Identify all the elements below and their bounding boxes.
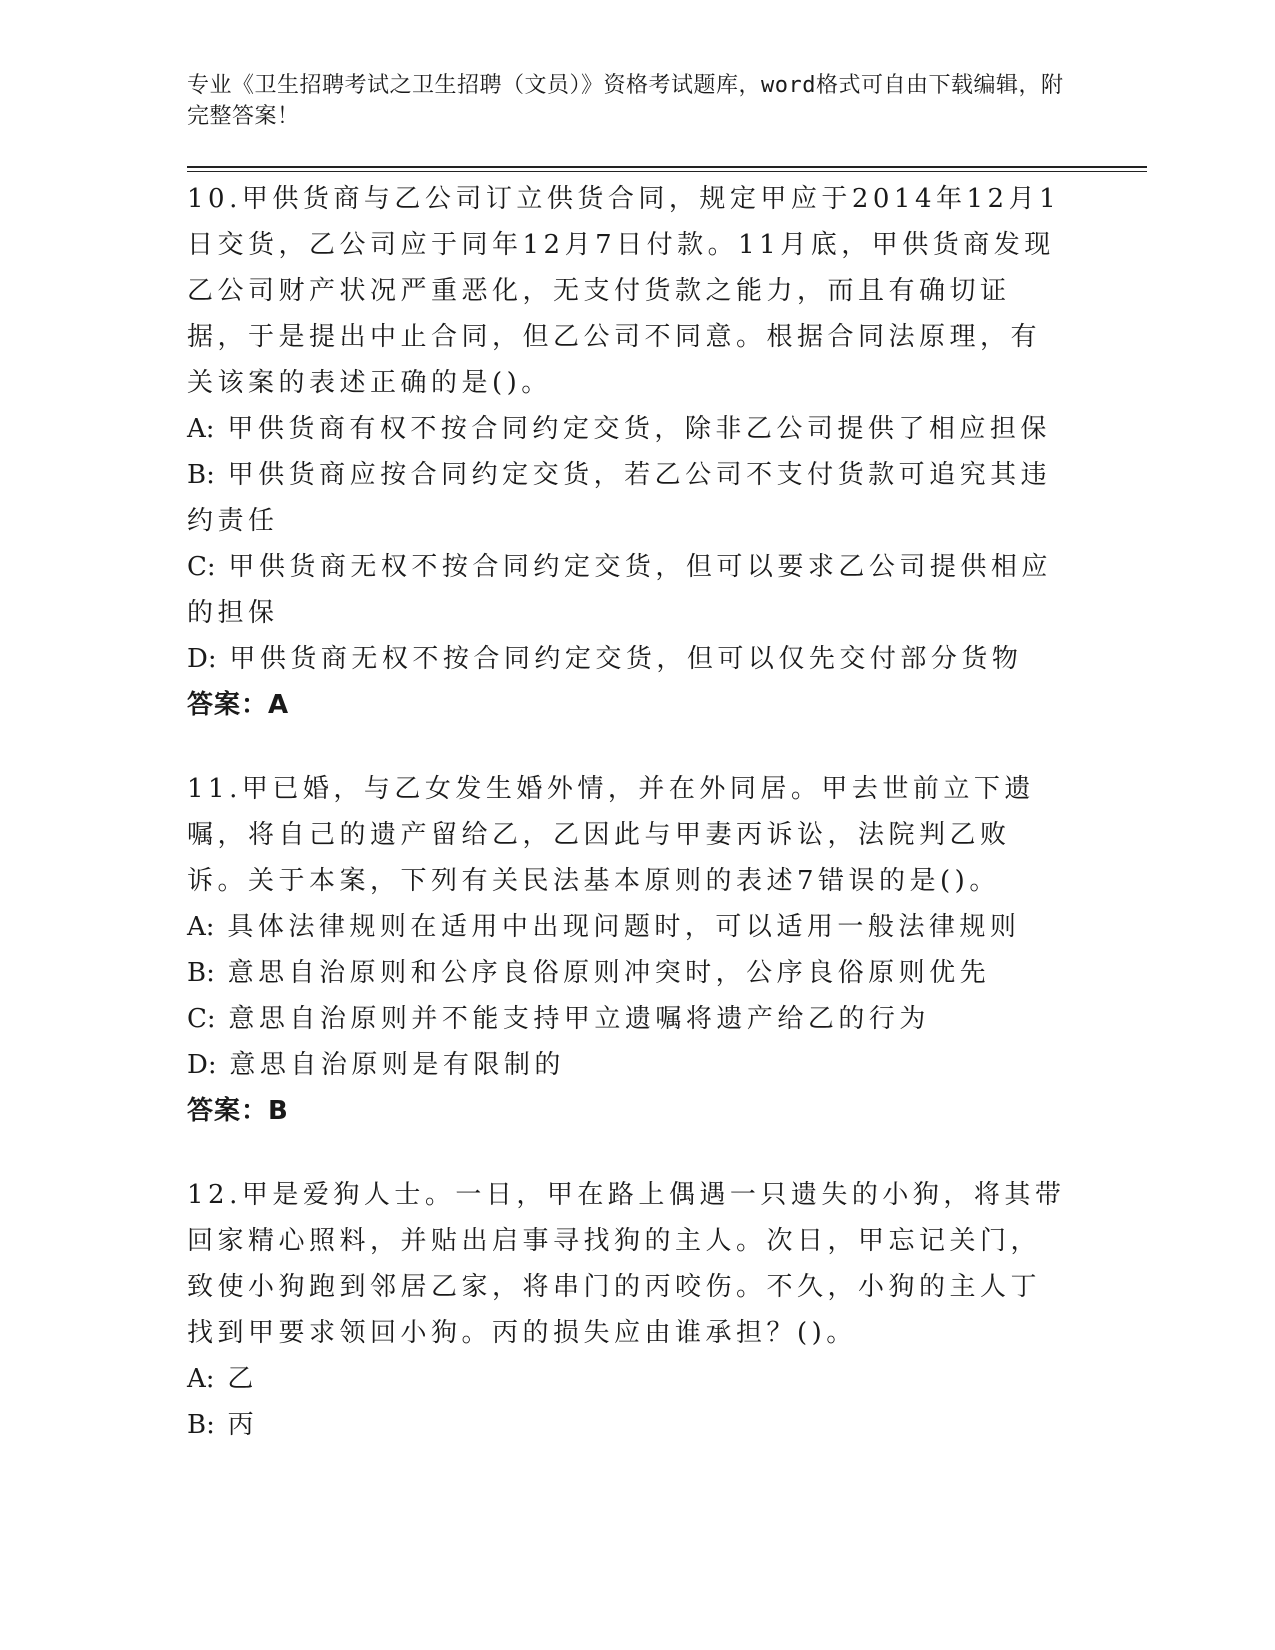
header-divider <box>187 166 1147 172</box>
option-c <box>187 544 1067 636</box>
option-a <box>187 1356 1067 1402</box>
option-text: 意思自治原则和公序良俗原则冲突时，公序良俗原则优先 <box>227 958 991 988</box>
option-text: 甲供货商无权不按合同约定交货，但可以要求乙公司提供相应的担保 <box>187 552 1052 628</box>
option-a <box>187 904 1067 950</box>
option-key: B: <box>187 958 215 988</box>
option-key: B: <box>187 460 215 490</box>
option-d <box>187 1042 1067 1088</box>
question-stem: 12.甲是爱狗人士。一日，甲在路上偶遇一只遗失的小狗，将其带回家精心照料，并贴出启事寻找狗的主人。次日，甲忘记关门，致使小狗跑到邻居乙家，将串门的丙咬伤。不久，小狗的主人丁找到甲要求领回小狗。丙的损失应由谁承担？()。 <box>187 1180 1066 1348</box>
header-divider-inner <box>187 171 1147 172</box>
document-header: 专业《卫生招聘考试之卫生招聘（文员）》资格考试题库，word格式可自由下载编辑，附完整答案！ <box>187 73 1064 129</box>
document-page <box>187 70 1147 1486</box>
option-c <box>187 996 1067 1042</box>
question-stem: 11.甲已婚，与乙女发生婚外情，并在外同居。甲去世前立下遗嘱，将自己的遗产留给乙，乙因此与甲妻丙诉讼，法院判乙败诉。关于本案，下列有关民法基本原则的表述7错误的是()。 <box>187 774 1035 896</box>
option-key: A: <box>187 414 215 444</box>
option-text: 意思自治原则是有限制的 <box>229 1050 565 1080</box>
option-key: D: <box>187 644 217 674</box>
option-text: 甲供货商应按合同约定交货，若乙公司不支付货款可追究其违约责任 <box>187 460 1052 536</box>
question-10 <box>187 176 1147 728</box>
question-stem: 10.甲供货商与乙公司订立供货合同，规定甲应于2014年12月1日交货，乙公司应于同年12月7日付款。11月底，甲供货商发现乙公司财产状况严重恶化，无支付货款之能力，而且有确切证据，于是提出中止合同，但乙公司不同意。根据合同法原理，有关该案的表述正确的是()。 <box>187 184 1061 398</box>
option-key: A: <box>187 1364 215 1394</box>
option-d <box>187 636 1067 682</box>
option-b <box>187 1402 1067 1448</box>
question-list <box>187 176 1147 1448</box>
option-text: 丙 <box>227 1410 259 1440</box>
option-text: 甲供货商无权不按合同约定交货，但可以仅先交付部分货物 <box>229 644 1023 674</box>
option-key: D: <box>187 1050 217 1080</box>
option-key: C: <box>187 552 216 582</box>
option-text: 乙 <box>227 1364 258 1394</box>
answer-line: 答案：A <box>187 690 290 720</box>
option-text: 具体法律规则在适用中出现问题时，可以适用一般法律规则 <box>227 912 1021 942</box>
option-key: B: <box>187 1410 215 1440</box>
option-a <box>187 406 1067 452</box>
option-text: 意思自治原则并不能支持甲立遗嘱将遗产给乙的行为 <box>228 1004 930 1034</box>
option-key: A: <box>187 912 215 942</box>
question-12 <box>187 1172 1147 1448</box>
option-b <box>187 452 1067 544</box>
option-b <box>187 950 1067 996</box>
question-11 <box>187 766 1147 1134</box>
option-key: C: <box>187 1004 216 1034</box>
option-text: 甲供货商有权不按合同约定交货，除非乙公司提供了相应担保 <box>227 414 1051 444</box>
answer-line: 答案：B <box>187 1096 289 1126</box>
